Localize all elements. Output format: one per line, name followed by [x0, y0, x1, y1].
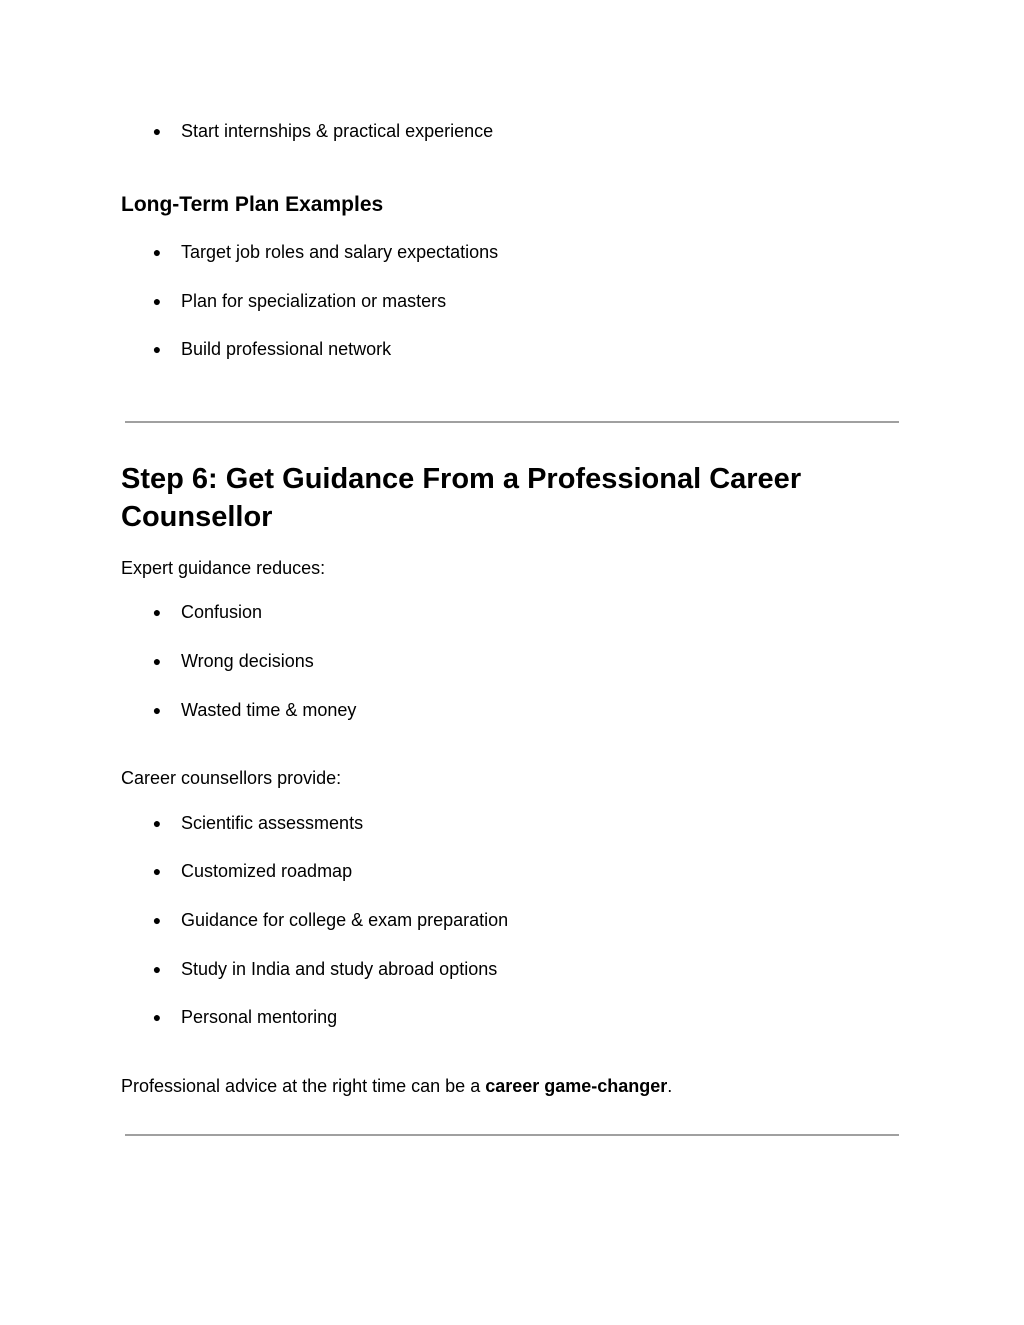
paragraph-intro: Expert guidance reduces:: [121, 558, 326, 578]
list-item-text: Start internships & practical experience: [181, 121, 494, 141]
bullet-icon: ●: [152, 702, 162, 718]
bullet-icon: ●: [152, 1009, 162, 1025]
section-divider: [125, 1134, 899, 1136]
list-item-text: Target job roles and salary expectations: [181, 242, 499, 262]
bullet-icon: ●: [152, 815, 162, 831]
list-item-text: Plan for specialization or masters: [181, 291, 447, 311]
page-title-step-6: Step 6: Get Guidance From a Professional Career Counsellor: [121, 463, 802, 533]
closing-period: .: [667, 1076, 673, 1096]
list-item-text: Customized roadmap: [181, 861, 353, 881]
list-item-text: Wasted time & money: [181, 700, 357, 720]
bullet-icon: ●: [152, 123, 162, 139]
list-item-text: Personal mentoring: [181, 1007, 338, 1027]
closing-emphasis: career game-changer: [485, 1076, 668, 1096]
bullet-icon: ●: [152, 293, 162, 309]
section-heading-long-term: Long-Term Plan Examples: [121, 193, 384, 216]
section-divider: [125, 421, 899, 423]
list-item-text: Confusion: [181, 602, 263, 622]
closing-text: Professional advice at the right time can be a: [121, 1076, 486, 1096]
bullet-icon: ●: [152, 244, 162, 260]
list-item-text: Scientific assessments: [181, 813, 364, 833]
list-item-text: Build professional network: [181, 339, 392, 359]
bullet-icon: ●: [152, 912, 162, 928]
bullet-icon: ●: [152, 961, 162, 977]
bullet-icon: ●: [152, 653, 162, 669]
bullet-icon: ●: [152, 604, 162, 620]
bullet-icon: ●: [152, 341, 162, 357]
list-item-text: Study in India and study abroad options: [181, 959, 498, 979]
bullet-icon: ●: [152, 863, 162, 879]
paragraph-provide: Career counsellors provide:: [121, 768, 342, 788]
closing-paragraph: [121, 1074, 672, 1098]
list-item-text: Guidance for college & exam preparation: [181, 910, 509, 930]
list-item-text: Wrong decisions: [181, 651, 314, 671]
